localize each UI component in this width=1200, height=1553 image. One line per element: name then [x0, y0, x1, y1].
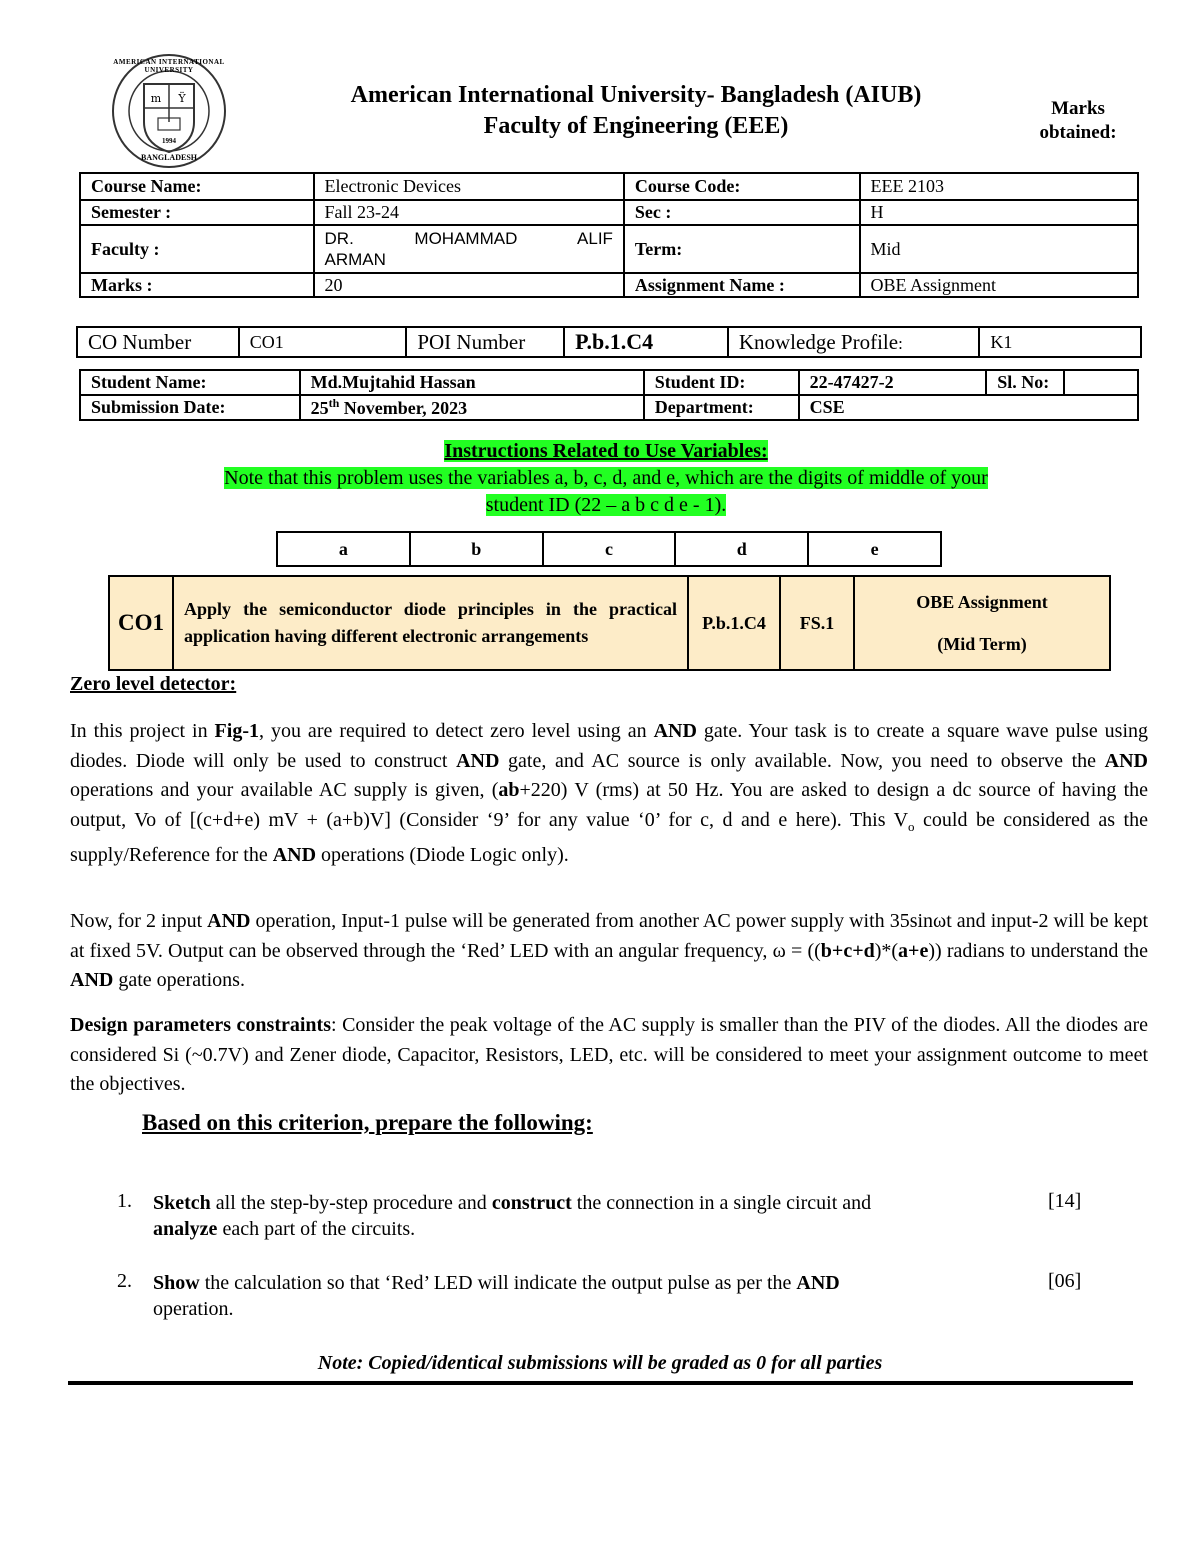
- criterion-title: Based on this criterion, prepare the following:: [142, 1110, 593, 1135]
- co-number-table: [76, 326, 1142, 358]
- assignment-name-value: OBE Assignment: [860, 273, 1138, 297]
- course-name-value: Electronic Devices: [314, 173, 624, 200]
- instructions-block: [0, 438, 1200, 519]
- task-2-number: 2.: [117, 1270, 132, 1292]
- marks-line2: obtained:: [1039, 122, 1117, 143]
- p2-text: operation, Input-1 pulse will be generated from another AC power supply with 35sinωt and input-2 will be kept at fixed 5V. Output can be observed through the ‘Red’ LED with an angular frequency, ω = ((: [70, 910, 1149, 962]
- co-box-poi: P.b.1.C4: [688, 576, 780, 670]
- variables-table: [276, 531, 942, 567]
- task-1-number: 1.: [117, 1190, 132, 1212]
- co-number-label: CO Number: [77, 327, 239, 357]
- semester-value: Fall 23-24: [314, 200, 624, 225]
- marks-label: Marks :: [80, 273, 314, 297]
- variable-c-header: c: [543, 532, 676, 566]
- submission-date-value: [300, 395, 644, 420]
- course-code-label: Course Code:: [624, 173, 860, 200]
- logo-text-bottom: BANGLADESH: [140, 153, 197, 162]
- task-2-text: [153, 1270, 1013, 1322]
- department-value: CSE: [799, 395, 1138, 420]
- paragraph-3: [70, 1011, 1148, 1100]
- p2-bold: a+e: [898, 939, 929, 962]
- paragraph-2: [70, 907, 1148, 996]
- section-title: Zero level detector:: [70, 673, 237, 695]
- p1-text: operations (Diode Logic only).: [316, 844, 569, 866]
- p1-bold: Fig-1: [214, 720, 259, 742]
- co-number-value: CO1: [239, 327, 407, 357]
- marks-value: 20: [314, 273, 624, 297]
- knowledge-profile-value: K1: [979, 327, 1141, 357]
- svg-text:m: m: [150, 92, 162, 105]
- p1-subscript: o: [908, 818, 915, 834]
- task-1-text: [153, 1190, 1013, 1242]
- p1-text: gate, and AC source is only available. Now, you need to observe the: [499, 749, 1105, 772]
- date-suffix: th: [328, 396, 340, 410]
- task-1-span: all the step-by-step procedure and: [210, 1192, 492, 1214]
- student-id-label: Student ID:: [644, 370, 799, 395]
- sec-value: H: [860, 200, 1138, 225]
- student-info-table: [79, 369, 1139, 421]
- faculty-name-line2: ARMAN: [324, 250, 386, 269]
- marks-obtained-label: [1020, 97, 1136, 145]
- sec-label: Sec :: [624, 200, 860, 225]
- instructions-title: Instructions Related to Use Variables:: [444, 440, 768, 462]
- assignment-name-label: Assignment Name :: [624, 273, 860, 297]
- task-1-bold: construct: [491, 1192, 572, 1214]
- sl-no-label: Sl. No:: [986, 370, 1064, 395]
- term-value: Mid: [860, 225, 1138, 273]
- p1-text: operations and your available AC supply is given, (: [70, 779, 499, 801]
- faculty-value: [314, 225, 624, 273]
- course-name-label: Course Name:: [80, 173, 314, 200]
- task-2-marks: [06]: [1048, 1270, 1082, 1292]
- p3-bold: Design parameters constraints: [70, 1014, 331, 1036]
- task-2-span: operation.: [153, 1298, 234, 1320]
- knowledge-profile-label: [728, 327, 980, 357]
- variable-e-header: e: [808, 532, 941, 566]
- co-box-co: CO1: [109, 576, 173, 670]
- submission-date-label: Submission Date:: [80, 395, 300, 420]
- task-1-bold: Sketch: [153, 1192, 211, 1214]
- note-text: Note: Copied/identical submissions will be graded as 0 for all parties: [317, 1352, 883, 1374]
- co-outcome-table: [108, 575, 1111, 671]
- university-logo: [108, 52, 230, 170]
- logo-text-top: AMERICAN INTERNATIONAL UNIVERSITY: [113, 58, 225, 74]
- p2-text: gate operations.: [113, 969, 245, 991]
- department-label: Department:: [644, 395, 799, 420]
- p1-text: In this project in: [70, 720, 215, 742]
- instructions-line2: student ID (22 – a b c d e - 1).: [485, 494, 727, 516]
- student-name-value: Md.Mujtahid Hassan: [300, 370, 644, 395]
- p1-text: , you are required to detect zero level using an: [258, 720, 654, 742]
- p1-bold: ab: [498, 779, 520, 801]
- task-2-span: the calculation so that ‘Red’ LED will indicate the output pulse as per the: [199, 1272, 797, 1294]
- knowledge-profile-text: Knowledge Profile: [738, 329, 899, 354]
- instructions-line1: Note that this problem uses the variables a, b, c, d, and e, which are the digits of middle of your: [224, 467, 988, 489]
- knowledge-profile-colon: :: [898, 333, 903, 353]
- university-title: American International University- Bangladesh (AIUB): [350, 82, 922, 108]
- student-name-label: Student Name:: [80, 370, 300, 395]
- poi-number-label: POI Number: [406, 327, 564, 357]
- p1-bold: AND: [653, 720, 697, 742]
- p2-bold: b+c+d: [820, 939, 875, 962]
- p1-text: gate. Your task is to create a square wave pulse using diodes. Diode will only be used to construct: [70, 720, 1149, 772]
- co-box-assignment-line2: (Mid Term): [937, 634, 1027, 654]
- semester-label: Semester :: [80, 200, 314, 225]
- co-box-description: Apply the semiconductor diode principles in the practical application having different electronic arrangements: [173, 576, 688, 670]
- variable-b-header: b: [410, 532, 543, 566]
- p2-text: )*(: [874, 939, 899, 962]
- svg-text:Ÿ: Ÿ: [178, 92, 186, 105]
- p2-bold: AND: [207, 910, 251, 932]
- date-day: 25: [310, 398, 329, 418]
- bottom-divider: [68, 1381, 1133, 1385]
- marks-line1: Marks: [1051, 98, 1105, 119]
- course-info-table: [79, 172, 1139, 298]
- p1-bold: AND: [1104, 749, 1149, 772]
- co-box-fs: FS.1: [780, 576, 854, 670]
- faculty-label: Faculty :: [80, 225, 314, 273]
- p3-text: : Consider the peak voltage of the AC supply is smaller than the PIV of the diodes. All the diodes are considered Si (~0.7V) and Zener diode, Capacitor, Resistors, LED, etc. will be considered to meet your assignment outcome to meet the objectives.: [70, 1014, 1148, 1095]
- p1-text: +220) V (rms) at 50 Hz. You are asked to design a dc source of having the output, Vo of [(c+d+e) mV + (a+b)V] (Consider ‘9’ for any value ‘0’ for c, d and e here). This V: [70, 779, 1149, 831]
- task-1-marks: [14]: [1048, 1190, 1082, 1212]
- p1-bold: AND: [272, 844, 317, 866]
- variable-a-header: a: [277, 532, 410, 566]
- term-label: Term:: [624, 225, 860, 273]
- paragraph-1: [70, 717, 1148, 871]
- course-code-value: EEE 2103: [860, 173, 1138, 200]
- co-box-assignment: [854, 576, 1110, 670]
- logo-year: 1994: [162, 137, 176, 145]
- p1-bold: AND: [456, 749, 500, 772]
- sl-no-value: [1064, 370, 1138, 395]
- poi-number-value: P.b.1.C4: [564, 327, 728, 357]
- faculty-title: Faculty of Engineering (EEE): [483, 113, 789, 139]
- task-1-bold: analyze: [153, 1218, 218, 1240]
- student-id-value: 22-47427-2: [799, 370, 987, 395]
- date-rest: November, 2023: [339, 398, 468, 418]
- p2-text: )) radians to understand the: [928, 939, 1148, 962]
- co-box-assignment-line1: OBE Assignment: [916, 592, 1048, 612]
- variable-d-header: d: [675, 532, 808, 566]
- p2-bold: AND: [70, 969, 114, 991]
- p2-text: Now, for 2 input: [70, 910, 208, 932]
- faculty-name-line1: DR. MOHAMMAD ALIF: [324, 229, 613, 248]
- task-2-bold: Show: [153, 1272, 200, 1294]
- task-2-bold: AND: [796, 1272, 840, 1294]
- task-1-span: the connection in a single circuit and: [571, 1192, 872, 1214]
- task-1-span: each part of the circuits.: [217, 1218, 416, 1240]
- p1-text: could be considered as the supply/Reference for the: [70, 808, 1148, 866]
